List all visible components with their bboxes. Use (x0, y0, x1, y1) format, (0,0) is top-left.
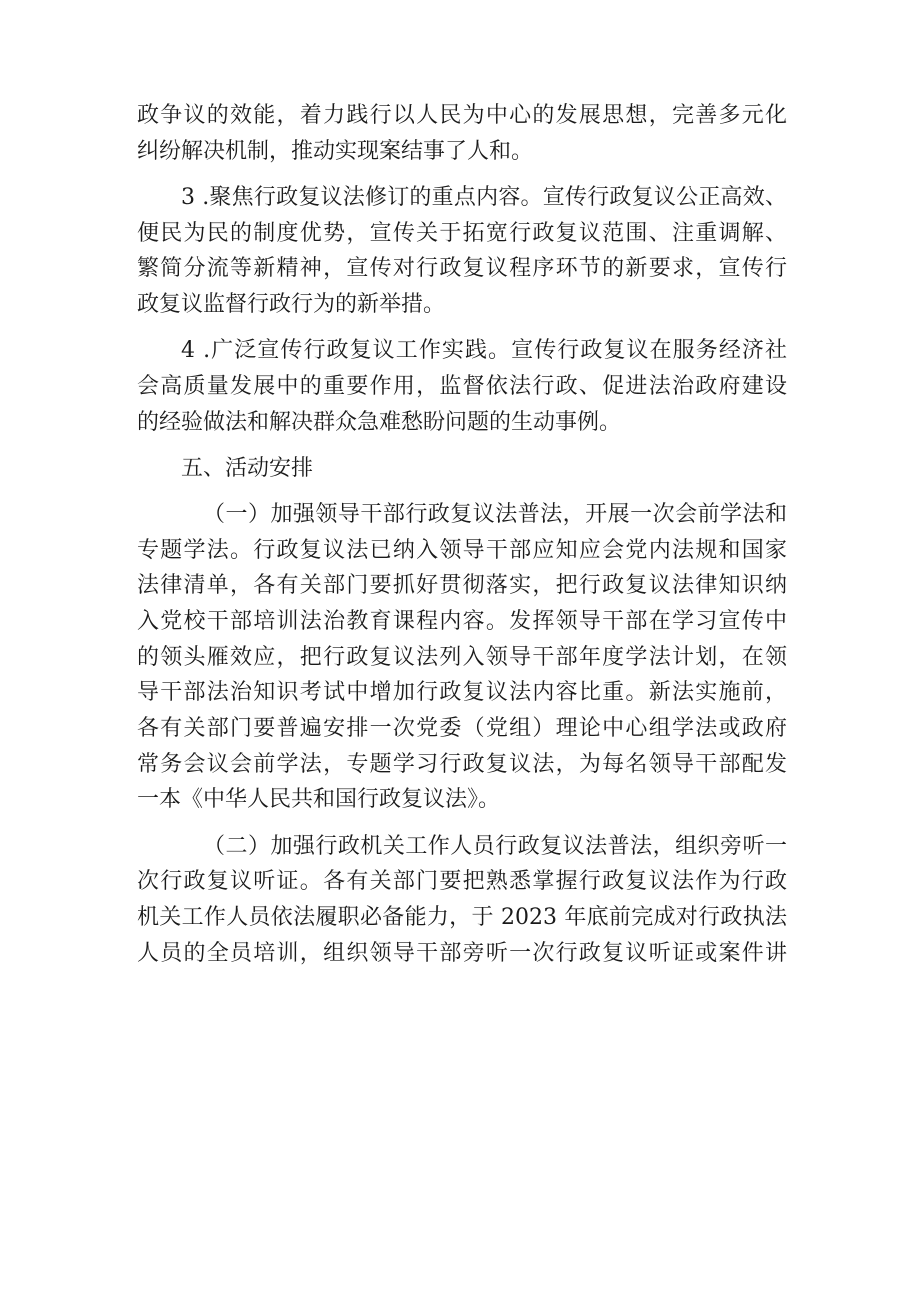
section-5-heading (137, 451, 787, 487)
text-line: 机关工作人员依法履职必备能力，于 2023 年底前完成对行政执法 (137, 904, 787, 930)
text-line: （二）加强行政机关工作人员行政复议法普法，组织旁听一 (203, 833, 787, 859)
text-line: 的经验做法和解决群众急难愁盼问题的生动事例。 (137, 409, 622, 435)
text-line: 政争议的效能，着力践行以人民为中心的发展思想，完善多元化 (137, 103, 787, 128)
text-line: 人员的全员培训，组织领导干部旁听一次行政复议听证或案件讲 (137, 940, 787, 966)
subsection-2-paragraph (137, 829, 787, 972)
text-line: 4 .广泛宣传行政复议工作实践。宣传行政复议在服务经济社 (181, 338, 787, 364)
text-line: 法律清单，各有关部门要抓好贯彻落实，把行政复议法律知识纳 (137, 573, 787, 599)
section-heading: 五、活动安排 (181, 455, 314, 481)
text-line: 3 .聚焦行政复议法修订的重点内容。宣传行政复议公正高效、 (181, 184, 787, 210)
text-line: 纠纷解决机制，推动实现案结事了人和。 (137, 138, 534, 164)
text-line: 导干部法治知识考试中增加行政复议法内容比重。新法实施前， (137, 680, 787, 706)
text-line: 各有关部门要普遍安排一次党委（党组）理论中心组学法或政府 (137, 716, 787, 741)
text-line: 的领头雁效应，把行政复议法列入领导干部年度学法计划，在领 (137, 644, 787, 670)
text-line: 便民为民的制度优势，宣传关于拓宽行政复议范围、注重调解、 (137, 220, 787, 246)
text-line: 专题学法。行政复议法已纳入领导干部应知应会党内法规和国家 (137, 537, 787, 563)
text-line: 会高质量发展中的重要作用，监督依法行政、促进法治政府建设 (137, 373, 787, 399)
text-line: 政复议监督行政行为的新举措。 (137, 291, 446, 317)
text-line: 常务会议会前学法，专题学习行政复议法，为每名领导干部配发 (137, 751, 787, 777)
text-line: （一）加强领导干部行政复议法普法，开展一次会前学法和 (203, 501, 787, 527)
item-3-paragraph (137, 180, 787, 323)
text-line: 一本《中华人民共和国行政复议法》。 (137, 787, 501, 813)
subsection-1-paragraph (137, 497, 787, 818)
item-4-paragraph (137, 333, 787, 440)
text-line: 入党校干部培训法治教育课程内容。发挥领导干部在学习宣传中 (137, 608, 787, 634)
text-line: 繁简分流等新精神，宣传对行政复议程序环节的新要求，宣传行 (137, 256, 787, 282)
paragraph-continued (137, 98, 787, 169)
document-body (137, 98, 787, 971)
text-line: 次行政复议听证。各有关部门要把熟悉掌握行政复议法作为行政 (137, 869, 787, 895)
